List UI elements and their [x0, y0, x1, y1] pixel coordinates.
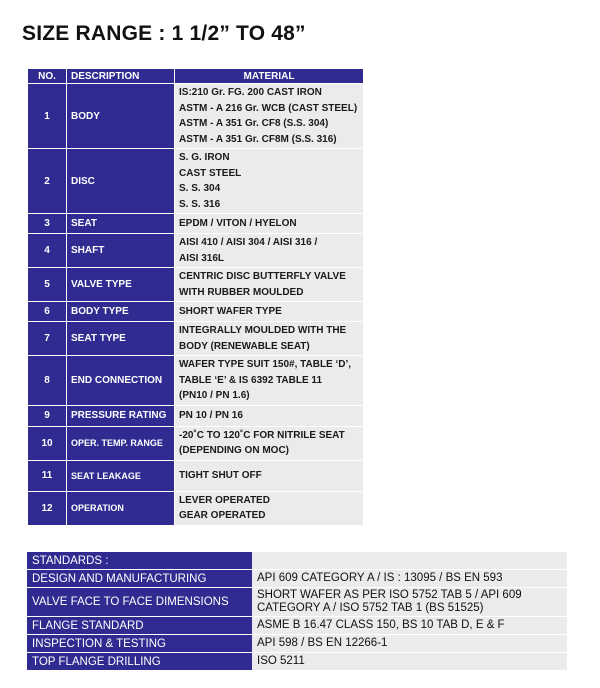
material-row-number: 4: [28, 234, 67, 268]
material-line: ASTM - A 351 Gr. CF8 (S.S. 304): [179, 118, 329, 129]
standard-row: [27, 570, 567, 588]
standard-row: [27, 617, 567, 635]
material-row-number: 3: [28, 214, 67, 234]
material-row: [28, 268, 364, 302]
material-row: [28, 356, 364, 406]
material-row-value: [175, 426, 364, 460]
material-row-description: SEAT: [67, 214, 175, 234]
standard-value: ISO 5211: [252, 653, 567, 671]
material-row-description: SEAT TYPE: [67, 322, 175, 356]
header-no: NO.: [28, 69, 67, 84]
material-row: [28, 426, 364, 460]
material-row-value: [175, 84, 364, 149]
material-line: AISI 316L: [179, 252, 225, 264]
standard-label: INSPECTION & TESTING: [27, 635, 252, 653]
material-line: EPDM / VITON / HYELON: [179, 217, 297, 229]
material-line: ASTM - A 216 Gr. WCB (CAST STEEL): [179, 102, 358, 114]
standard-value: API 598 / BS EN 12266-1: [252, 635, 567, 653]
material-row-description: SHAFT: [67, 234, 175, 268]
standards-table: [27, 552, 567, 671]
materials-table: [27, 68, 364, 526]
standard-value: API 609 CATEGORY A / IS : 13095 / BS EN 593: [252, 570, 567, 588]
material-row-description: OPERATION: [67, 491, 175, 525]
material-row-number: 2: [28, 149, 67, 214]
material-line: CENTRIC DISC BUTTERFLY VALVE: [179, 271, 346, 282]
material-row: [28, 214, 364, 234]
material-line: (DEPENDING ON MOC): [179, 445, 289, 456]
materials-header-row: [28, 69, 364, 84]
material-row-value: [175, 491, 364, 525]
material-row-number: 9: [28, 405, 67, 426]
page-title: SIZE RANGE : 1 1/2” TO 48”: [22, 22, 306, 45]
material-line: S. S. 304: [179, 183, 221, 194]
material-row-value: [175, 149, 364, 214]
material-row-value: [175, 356, 364, 406]
material-line: S. G. IRON: [179, 152, 230, 163]
material-row: [28, 302, 364, 322]
material-row-number: 7: [28, 322, 67, 356]
material-row: [28, 234, 364, 268]
material-row-value: [175, 322, 364, 356]
materials-body: [28, 84, 364, 526]
material-row-number: 8: [28, 356, 67, 406]
material-line: INTEGRALLY MOULDED WITH THE: [179, 325, 347, 336]
material-row: [28, 322, 364, 356]
material-row-description: END CONNECTION: [67, 356, 175, 406]
material-line: ASTM - A 351 Gr. CF8M (S.S. 316): [179, 133, 337, 145]
material-line: LEVER OPERATED: [179, 494, 270, 506]
standard-label: VALVE FACE TO FACE DIMENSIONS: [27, 588, 252, 617]
material-row-value: [175, 234, 364, 268]
standard-label: FLANGE STANDARD: [27, 617, 252, 635]
material-row-description: SEAT LEAKAGE: [67, 460, 175, 491]
material-row-number: 5: [28, 268, 67, 302]
material-row-number: 10: [28, 426, 67, 460]
material-line: WAFER TYPE SUIT 150#, TABLE ‘D’,: [179, 359, 352, 370]
standard-label: DESIGN AND MANUFACTURING: [27, 570, 252, 588]
material-line: TIGHT SHUT OFF: [179, 469, 262, 481]
material-line: GEAR OPERATED: [179, 510, 266, 521]
standards-heading-blank: [252, 552, 567, 570]
material-row-number: 12: [28, 491, 67, 525]
material-row: [28, 149, 364, 214]
standards-body: [27, 552, 567, 671]
material-line: BODY (RENEWABLE SEAT): [179, 340, 310, 352]
standard-row: [27, 635, 567, 653]
material-row-description: DISC: [67, 149, 175, 214]
material-row-value: [175, 302, 364, 322]
standard-value: SHORT WAFER AS PER ISO 5752 TAB 5 / API 609 CATEGORY A / ISO 5752 TAB 1 (BS 51525): [252, 588, 567, 617]
material-row: [28, 405, 364, 426]
material-row-description: BODY: [67, 84, 175, 149]
header-material: MATERIAL: [175, 69, 364, 84]
material-row-description: VALVE TYPE: [67, 268, 175, 302]
material-line: AISI 410 / AISI 304 / AISI 316 /: [179, 237, 318, 248]
header-description: DESCRIPTION: [67, 69, 175, 84]
material-row-value: [175, 214, 364, 234]
standard-row: [27, 653, 567, 671]
material-line: SHORT WAFER TYPE: [179, 305, 282, 317]
standard-label: TOP FLANGE DRILLING: [27, 653, 252, 671]
standards-heading: STANDARDS :: [27, 552, 252, 570]
material-row-number: 1: [28, 84, 67, 149]
material-line: S. S. 316: [179, 198, 221, 210]
material-line: IS:210 Gr. FG. 200 CAST IRON: [179, 87, 322, 98]
material-row-number: 11: [28, 460, 67, 491]
material-row-number: 6: [28, 302, 67, 322]
material-line: -20˚C TO 120˚C FOR NITRILE SEAT: [179, 429, 345, 441]
material-line: CAST STEEL: [179, 167, 242, 179]
material-line: TABLE ‘E’ & IS 6392 TABLE 11: [179, 374, 323, 386]
material-row-value: [175, 268, 364, 302]
material-row: [28, 491, 364, 525]
material-row-description: PRESSURE RATING: [67, 405, 175, 426]
material-line: PN 10 / PN 16: [179, 409, 243, 421]
material-row: [28, 84, 364, 149]
material-row-value: [175, 460, 364, 491]
material-line: WITH RUBBER MOULDED: [179, 286, 304, 298]
material-row: [28, 460, 364, 491]
material-row-description: BODY TYPE: [67, 302, 175, 322]
standards-heading-row: [27, 552, 567, 570]
standard-row: [27, 588, 567, 617]
material-row-value: [175, 405, 364, 426]
material-line: (PN10 / PN 1.6): [179, 390, 250, 401]
standard-value: ASME B 16.47 CLASS 150, BS 10 TAB D, E & F: [252, 617, 567, 635]
material-row-description: OPER. TEMP. RANGE: [67, 426, 175, 460]
